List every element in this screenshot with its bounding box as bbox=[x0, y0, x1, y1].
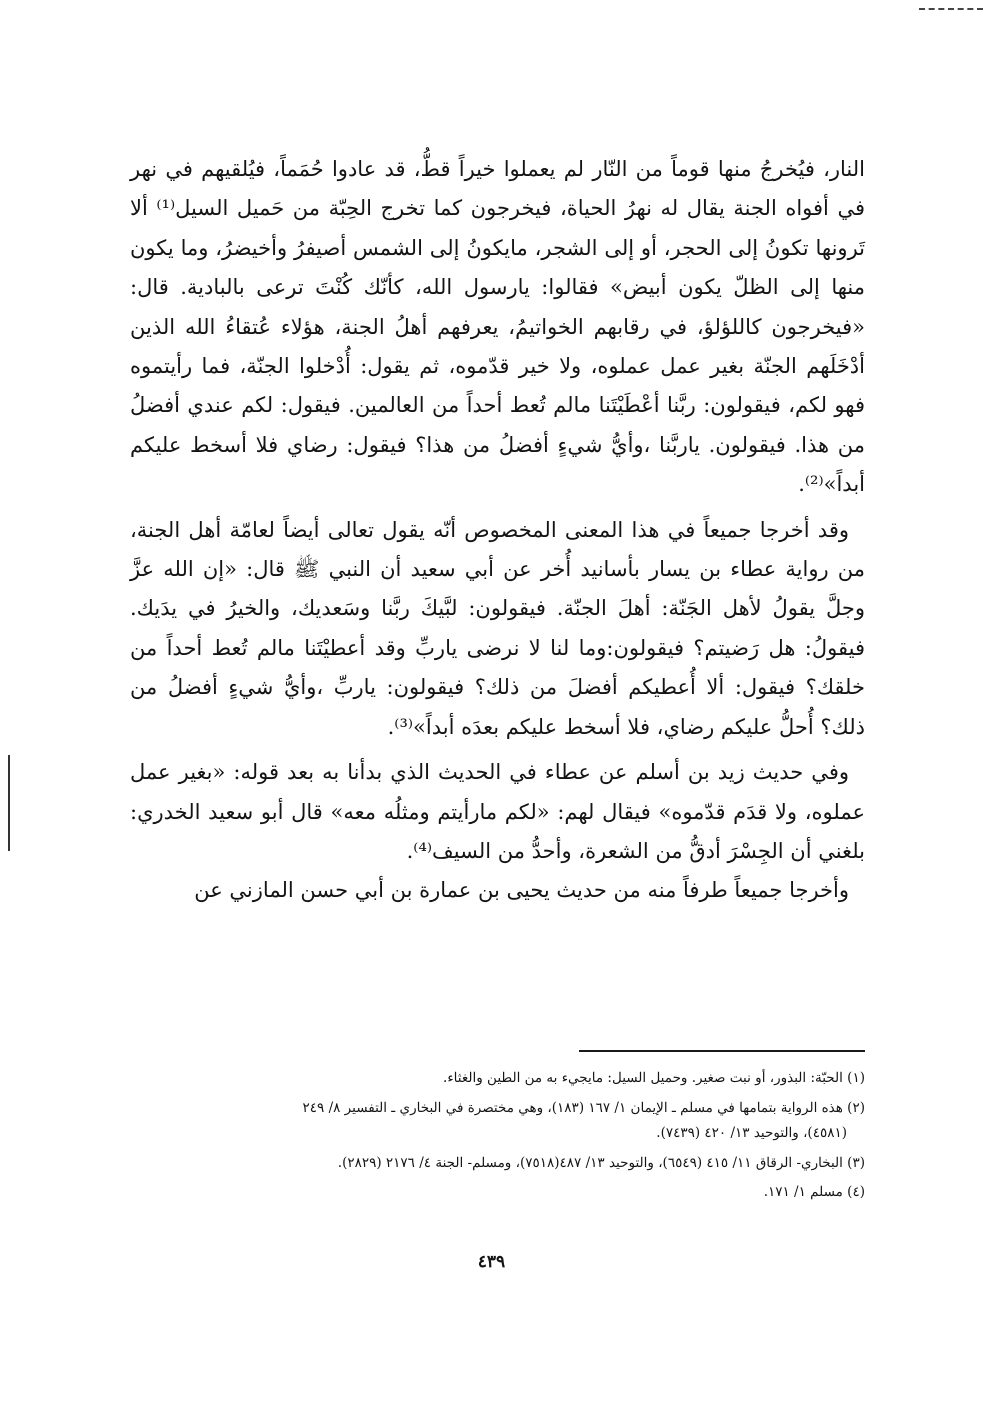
page-number: ٤٣٩ bbox=[477, 1252, 506, 1272]
footnote: (١) الحبّة: البذور، أو نبت صغير. وحميل السيل: مايجيء به من الطين والغثاء. bbox=[443, 1070, 865, 1086]
footnote: (٤) مسلم ١/ ١٧١. bbox=[763, 1184, 865, 1200]
paragraph: وفي حديث زيد بن أسلم عن عطاء في الحديث الذي بدأنا به بعد قوله: «بغير عمل عملوه، ولا قدَم قدّموه» فيقال لهم: «لكم مارأيتم ومثلُه معه» قال أبو سعيد الخدري: بلغني أن الجِسْرَ أدقُّ من الشعرة، وأحدُّ من السيف⁽⁴⁾. bbox=[130, 760, 865, 863]
paragraph: النار، فيُخرجُ منها قوماً من النّار لم يعملوا خيراً قطُّ، قد عادوا حُمَماً، فيُلقيهم في نهر في أفواه الجنة يقال له نهرُ الحياة، فيخرجون كما تخرج الحِبّة من حَميل السيل⁽¹⁾ ألا تَرونها تكونُ إلى الحجر، أو إلى الشجر، مايكونُ إلى الشمس أصيفرُ وأخيضرُ، وما يكون منها إلى الظلّ يكون أبيض» فقالوا: يارسول الله، كأنّك كُنْتَ ترعى بالبادية. قال: «فيخرجون كاللؤلؤ، في رقابهم الخواتيمُ، يعرفهم أهلُ الجنة، هؤلاء عُتقاءُ الله الذين أدْخَلَهم الجنّة بغير عمل عملوه، ولا خير قدّموه، ثم يقول: أُدْخلوا الجنّة، فما رأيتموه فهو لكم، فيقولون: ربَّنا أعْطَيْتَنا مالم تُعط أحداً من العالمين. فيقول: لكم عندي أفضلُ من هذا. فيقولون. ياربَّنا ،وأيُّ شيءٍ أفضلُ من هذا؟ فيقول: رضاي فلا أسخط عليكم أبداً»⁽²⁾. bbox=[130, 157, 865, 497]
footnote: (٣) البخاري- الرقاق ١١/ ٤١٥ (٦٥٤٩)، والتوحيد ١٣/ ٤٨٧(٧٥١٨)، ومسلم- الجنة ٤/ ٢١٧٦ (٢٨٢٩). bbox=[337, 1154, 865, 1171]
paragraph: وقد أخرجا جميعاً في هذا المعنى المخصوص أنّه يقول تعالى أيضاً لعامّة أهل الجنة، من رواية عطاء بن يسار بأسانيد أُخر عن أبي سعيد أن النبي ﷺ قال: «إن الله عزَّ وجلَّ يقولُ لأهل الجَنّة: أهلَ الجنّة. فيقولون: لبَّيكَ ربَّنا وسَعديك، والخيرُ في يدَيك. فيقولُ: هل رَضيتم؟ فيقولون:وما لنا لا نرضى ياربِّ وقد أعطيْتَنا مالم تُعط أحداً من خلقك؟ فيقول: ألا أُعطيكم أفضلَ من ذلك؟ فيقولون: ياربِّ ،وأيُّ شيءٍ أفضلُ من ذلك؟ أُحلُّ عليكم رضاي، فلا أسخط عليكم بعدَه أبداً»⁽³⁾. bbox=[130, 517, 865, 739]
scan-edge-mark bbox=[8, 755, 10, 851]
main-text bbox=[130, 150, 865, 911]
footnote-separator bbox=[579, 1050, 865, 1052]
footnotes bbox=[130, 1066, 865, 1210]
scan-corner-mark bbox=[919, 8, 983, 10]
footnote-continuation: (٤٥٨١)، والتوحيد ١٣/ ٤٢٠ (٧٤٣٩). bbox=[656, 1125, 847, 1141]
footnote: (٢) هذه الرواية بتمامها في مسلم ـ الإيمان ١/ ١٦٧ (١٨٣)، وهي مختصرة في البخاري ـ التفسير ٨/ ٢٤٩ bbox=[302, 1099, 865, 1116]
paragraph: وأخرجا جميعاً طرفاً منه من حديث يحيى بن عمارة بن أبي حسن المازني عن bbox=[194, 878, 849, 903]
